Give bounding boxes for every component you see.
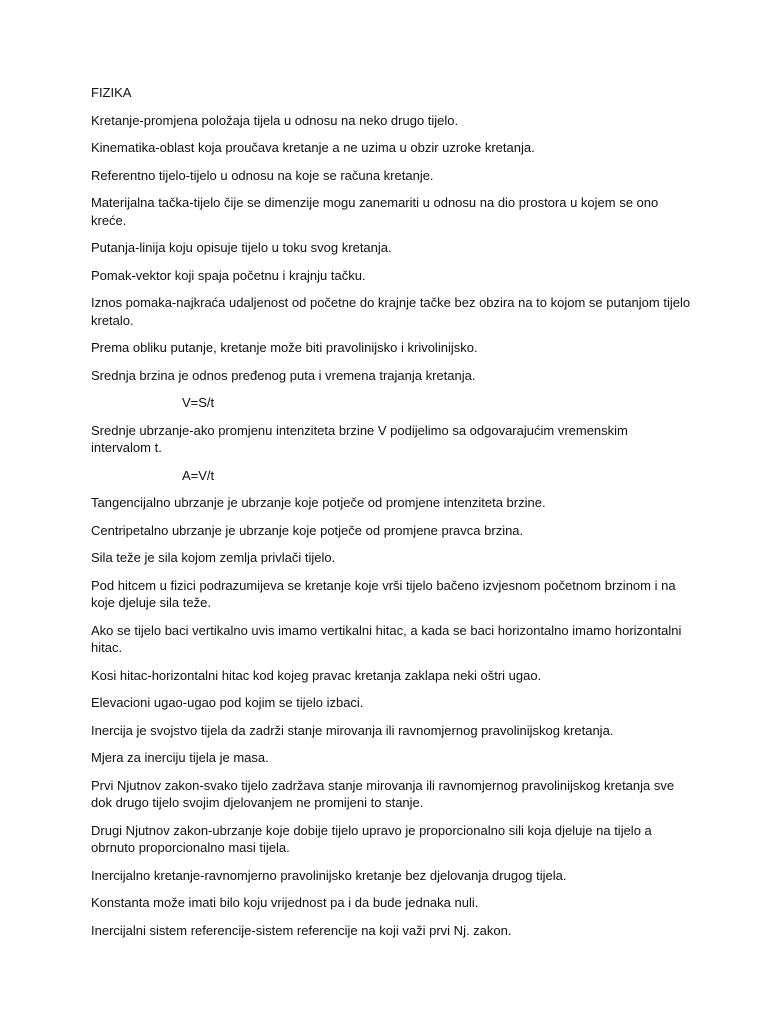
paragraph-pomak: Pomak-vektor koji spaja početnu i krajnju tačku. xyxy=(91,267,366,283)
paragraph-iznos-pomaka: Iznos pomaka-najkraća udaljenost od početne do krajnje tačke bez obzira na to kojom se putanjom tijelo kretalo. xyxy=(91,295,691,328)
paragraph-vertikalni-hitac: Ako se tijelo baci vertikalno uvis imamo vertikalni hitac, a kada se baci horizontalno imamo horizontalni hitac. xyxy=(91,622,682,655)
paragraph-oblik-putanje: Prema obliku putanje, kretanje može biti pravolinijsko i krivolinijsko. xyxy=(91,340,478,355)
paragraph-drugi-njutnov-zakon: Drugi Njutnov zakon-ubrzanje koje dobije tijelo upravo je proporcionalno sili koja djeluje na tijelo a obrnuto proporcionalno masi tijela. xyxy=(91,822,652,855)
paragraph-hitac: Pod hitcem u fizici podrazumijeva se kretanje koje vrši tijelo bačeno izvjesnom početnom brzinom i na koje djeluje sila teže. xyxy=(91,577,676,610)
paragraph-materijalna-tacka: Materijalna tačka-tijelo čije se dimenzije mogu zanemariti u odnosu na dio prostora u kojem se ono kreće. xyxy=(91,195,659,228)
formula-ubrzanje: A=V/t xyxy=(182,467,215,483)
paragraph-inercijalni-sistem: Inercijalni sistem referencije-sistem referencije na koji važi prvi Nj. zakon. xyxy=(91,922,512,938)
paragraph-srednje-ubrzanje: Srednje ubrzanje-ako promjenu intenziteta brzine V podijelimo sa odgovarajućim vremenskim intervalom t. xyxy=(91,422,628,455)
paragraph-konstanta: Konstanta može imati bilo koju vrijednost pa i da bude jednaka nuli. xyxy=(91,895,479,910)
paragraph-tangencijalno-ubrzanje: Tangencijalno ubrzanje je ubrzanje koje potječe od promjene intenziteta brzine. xyxy=(91,495,546,510)
paragraph-inercija: Inercija je svojstvo tijela da zadrži stanje mirovanja ili ravnomjernog pravolinijskog kretanja. xyxy=(91,722,614,738)
paragraph-kosi-hitac: Kosi hitac-horizontalni hitac kod kojeg pravac kretanja zaklapa neki oštri ugao. xyxy=(91,667,542,683)
paragraph-referentno-tijelo: Referentno tijelo-tijelo u odnosu na koje se računa kretanje. xyxy=(91,167,434,183)
paragraph-elevacioni-ugao: Elevacioni ugao-ugao pod kojim se tijelo izbaci. xyxy=(91,695,364,710)
paragraph-sila-teze: Sila teže je sila kojom zemlja privlači tijelo. xyxy=(91,550,336,565)
paragraph-srednja-brzina: Srednja brzina je odnos pređenog puta i vremena trajanja kretanja. xyxy=(91,367,476,383)
paragraph-kretanje: Kretanje-promjena položaja tijela u odnosu na neko drugo tijelo. xyxy=(91,112,459,128)
paragraph-prvi-njutnov-zakon: Prvi Njutnov zakon-svako tijelo zadržava stanje mirovanja ili ravnomjernog pravolinijskog kretanja sve dok drugo tijelo svojim djelovanjem ne promijeni to stanje. xyxy=(91,777,675,810)
paragraph-centripetalno-ubrzanje: Centripetalno ubrzanje je ubrzanje koje potječe od promjene pravca brzina. xyxy=(91,522,524,538)
document-page xyxy=(91,84,691,949)
document-title: FIZIKA xyxy=(91,85,132,100)
paragraph-putanja: Putanja-linija koju opisuje tijelo u toku svog kretanja. xyxy=(91,240,392,255)
formula-srednja-brzina: V=S/t xyxy=(182,395,215,410)
paragraph-inercijalno-kretanje: Inercijalno kretanje-ravnomjerno pravolinijsko kretanje bez djelovanja drugog tijela. xyxy=(91,867,567,883)
paragraph-kinematika: Kinematika-oblast koja proučava kretanje a ne uzima u obzir uzroke kretanja. xyxy=(91,140,535,155)
paragraph-mjera-inercije: Mjera za inerciju tijela je masa. xyxy=(91,750,269,765)
